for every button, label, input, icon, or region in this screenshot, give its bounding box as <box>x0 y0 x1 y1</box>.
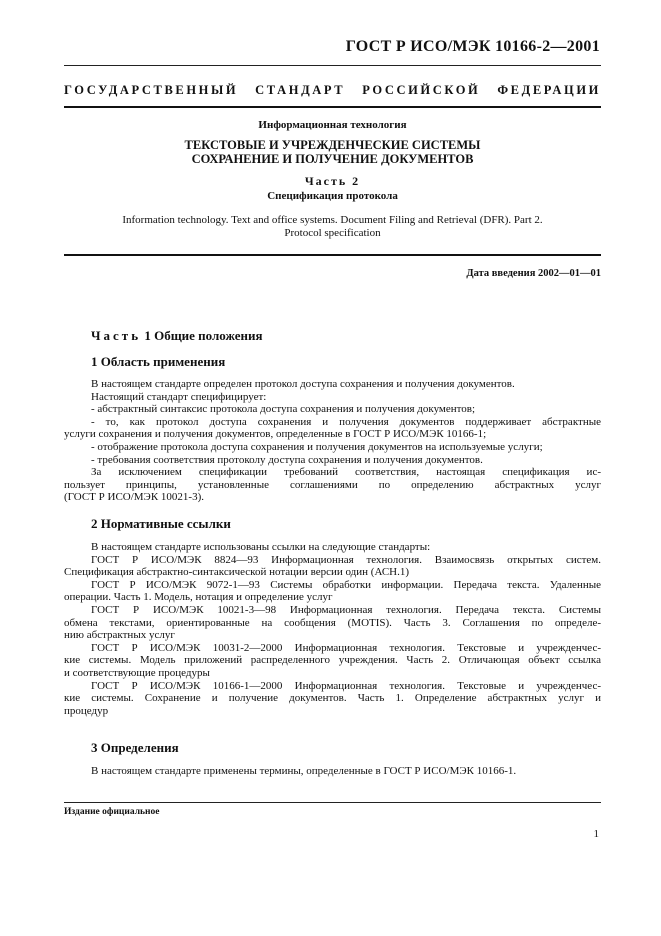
document-code: ГОСТ Р ИСО/МЭК 10166-2—2001 <box>345 38 600 55</box>
english-title-line-1: Information technology. Text and office systems. Document Filing and Retrieval (DFR). Part 2. <box>122 214 543 226</box>
text-line: В настоящем стандарте определен протокол доступа сохранения и получения документов. <box>91 378 515 390</box>
text-line: кие системы. Сохранение и получение документов. Часть 1. Определение абстрактных услуг и <box>64 692 601 705</box>
section-1-body <box>64 378 601 504</box>
text-line: услуги сохранения и получения документов, определенные в ГОСТ Р ИСО/МЭК 10166-1; <box>64 428 487 441</box>
text-line: Настоящий стандарт специфицирует: <box>91 390 267 403</box>
text-line: кие системы. Модель приложений распределенного учреждения. Часть 2. Отличающая объект ссылка <box>64 654 601 667</box>
text-line: - отображение протокола доступа сохранения и получения документов на используемые услуги; <box>91 440 543 453</box>
subject-line: Информационная технология <box>258 119 407 131</box>
text-line: нию абстрактных услуг <box>64 629 175 642</box>
text-line: - абстрактный синтаксис протокола доступа сохранения и получения документов; <box>91 403 476 416</box>
text-line: ГОСТ Р ИСО/МЭК 9072-1—93 Системы обработки информации. Передача текста. Удаленные <box>91 578 601 591</box>
federation-title: ГОСУДАРСТВЕННЫЙ СТАНДАРТ РОССИЙСКОЙ ФЕДЕРАЦИИ <box>64 83 601 97</box>
part-word: Часть <box>91 328 142 343</box>
part-label: Часть 2 <box>304 174 361 188</box>
part-1-heading <box>91 328 263 344</box>
text-line: ГОСТ Р ИСО/МЭК 8824—93 Информационная технология. Взаимосвязь открытых систем. <box>91 553 601 566</box>
section-2-body <box>64 541 601 717</box>
text-line: В настоящем стандарте использованы ссылки на следующие стандарты: <box>91 541 431 553</box>
title-line-2: СОХРАНЕНИЕ И ПОЛУЧЕНИЕ ДОКУМЕНТОВ <box>191 152 474 166</box>
section-3-heading: 3 Определения <box>91 740 179 755</box>
title-line-1: ТЕКСТОВЫЕ И УЧРЕЖДЕНЧЕСКИЕ СИСТЕМЫ <box>184 138 481 152</box>
text-line: (ГОСТ Р ИСО/МЭК 10021-3). <box>64 491 204 504</box>
text-line: пользует принципы, установленные соглашениями по определению абстрактных услуг <box>64 478 601 491</box>
text-line: и соответствующие процедуры <box>64 666 210 679</box>
text-line: ГОСТ Р ИСО/МЭК 10166-1—2000 Информационная технология. Текстовые и учрежденчес- <box>91 679 601 692</box>
text-line: процедур <box>64 704 109 717</box>
text-line: Спецификация абстрактно-синтаксической нотации версии один (АСН.1) <box>64 566 410 579</box>
text-line: В настоящем стандарте применены термины, определенные в ГОСТ Р ИСО/МЭК 10166-1. <box>91 765 517 777</box>
text-line: За исключением спецификации требований соответствия, настоящая спецификация ис- <box>91 466 601 479</box>
section-3-body <box>64 765 601 778</box>
part-1-title: 1 Общие положения <box>144 328 263 343</box>
english-title-line-2: Protocol specification <box>284 227 381 239</box>
section-1-heading: 1 Область применения <box>91 354 226 369</box>
page-number: 1 <box>593 828 599 840</box>
introduction-date: Дата введения 2002—01—01 <box>466 268 601 279</box>
edition-label: Издание официальное <box>64 807 160 817</box>
text-line: - то, как протокол доступа сохранения и получения документов поддерживает абстрактные <box>91 415 601 428</box>
text-line: ГОСТ Р ИСО/МЭК 10031-2—2000 Информационная технология. Текстовые и учрежденчес- <box>91 641 601 654</box>
header-rule <box>64 65 601 66</box>
title-rule <box>64 106 601 108</box>
footer-rule <box>64 802 601 803</box>
section-2-heading: 2 Нормативные ссылки <box>91 516 231 531</box>
text-line: обмена текстами, ориентированные на сообщения (MOTIS). Часть 3. Соглашения по определе- <box>64 616 601 629</box>
text-line: ГОСТ Р ИСО/МЭК 10021-3—98 Информационная технология. Передача текста. Системы <box>91 603 601 616</box>
text-line: операции. Часть 1. Модель, нотация и определение услуг <box>64 591 333 604</box>
text-line: - требования соответствия протоколу доступа сохранения и получения документов. <box>91 453 483 466</box>
part-title: Спецификация протокола <box>267 190 398 202</box>
date-rule <box>64 254 601 256</box>
